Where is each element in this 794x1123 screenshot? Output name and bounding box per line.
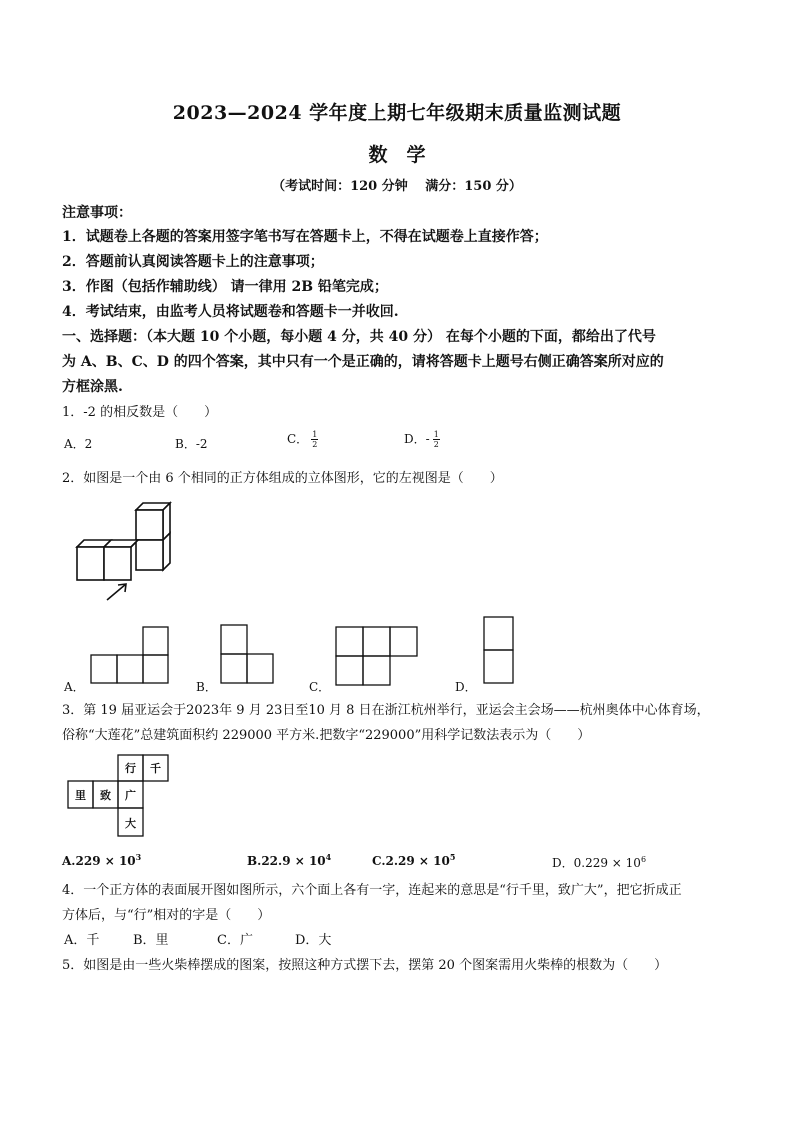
- subject-title: 数 学: [368, 144, 426, 166]
- q3-option-d-text: D．0.229 × 10: [552, 856, 641, 870]
- exponent: 6: [640, 855, 647, 864]
- fraction-numerator: 1: [312, 430, 318, 439]
- question-2-stem: 2．如图是一个由 6 个相同的正方体组成的立体图形，它的左视图是（ ）: [62, 471, 503, 486]
- question-4-line: 方体后，与“行”相对的字是（ ）: [62, 908, 271, 923]
- exponent: 5: [449, 852, 456, 862]
- q2-option-a-figure: [90, 625, 170, 685]
- net-char: 大: [125, 817, 136, 830]
- q1-option-d-label: D．-: [404, 432, 430, 446]
- fraction-denominator: 2: [433, 440, 439, 449]
- question-5-stem: 5．如图是由一些火柴棒摆成的图案，按照这种方式摆下去，摆第 20 个图案需用火柴棒的根数为（ ）: [62, 958, 668, 973]
- fraction-denominator: 2: [312, 440, 318, 449]
- section-instructions: 一、选择题：（本大题 10 个小题，每小题 4 分，共 40 分） 在每个小题的下面，都给出了代号: [62, 329, 656, 345]
- cube-solid-figure: [70, 500, 180, 605]
- q1-option-c: [287, 430, 318, 449]
- question-3-line: 3．第 19 届亚运会于2023年 9 月 23日至10 月 8 日在浙江杭州举行，亚运会主会场——杭州奥体中心体育场，: [62, 703, 710, 718]
- q2-option-b-figure: [220, 623, 280, 685]
- net-char: 千: [150, 762, 161, 775]
- q2-option-c-label: C．: [309, 680, 331, 694]
- question-1-stem: 1．-2 的相反数是（ ）: [62, 405, 218, 420]
- net-char: 致: [100, 789, 111, 802]
- exam-info: （考试时间：120 分钟 满分：150 分）: [272, 179, 522, 194]
- q4-option-d: D．大: [295, 933, 332, 948]
- q2-option-d-figure: [483, 615, 518, 687]
- section-instructions: 为 A、B、C、D 的四个答案，其中只有一个是正确的，请将答题卡上题号右侧正确答案所对应的: [62, 354, 664, 370]
- notice-heading: 注意事项：: [62, 205, 132, 221]
- q4-option-a: A．千: [64, 933, 100, 948]
- q3-option-d: [552, 854, 646, 871]
- question-3-line: 俗称“大莲花”总建筑面积约 229000 平方米.把数字“229000”用科学记数法表示为（ ）: [62, 728, 591, 743]
- q3-option-b: [247, 852, 331, 868]
- notice-item: 2．答题前认真阅读答题卡上的注意事项；: [62, 254, 324, 270]
- fraction: [311, 430, 318, 449]
- q1-option-d: [404, 430, 440, 449]
- exponent: 4: [325, 852, 332, 862]
- q4-option-c: C．广: [217, 933, 253, 948]
- q2-option-c-figure: [335, 625, 420, 687]
- notice-item: 4．考试结束，由监考人员将试题卷和答题卡一并收回.: [62, 304, 399, 320]
- q2-option-d-label: D．: [455, 680, 477, 694]
- q1-option-a: A．2: [64, 437, 93, 451]
- net-char: 行: [125, 762, 136, 775]
- exponent: 3: [135, 852, 142, 862]
- question-4-line: 4．一个正方体的表面展开图如图所示，六个面上各有一字，连起来的意思是“行千里，致广大”，把它折成正: [62, 883, 682, 898]
- q1-option-c-label: C．: [287, 432, 309, 446]
- q3-option-c-text: C.2.29 × 10: [372, 854, 450, 868]
- q2-option-a-label: A．: [64, 680, 85, 694]
- net-char: 广: [125, 789, 136, 802]
- section-instructions: 方框涂黑.: [62, 379, 123, 395]
- q3-option-a-text: A.229 × 10: [62, 854, 136, 868]
- q3-option-b-text: B.22.9 × 10: [247, 854, 326, 868]
- exam-title: 2023—2024 学年度上期七年级期末质量监测试题: [172, 102, 622, 124]
- cube-net-figure: [67, 754, 177, 838]
- q4-option-b: B．里: [133, 933, 169, 948]
- q3-option-a: [62, 852, 141, 868]
- q3-option-c: [372, 852, 455, 868]
- notice-item: 1．试题卷上各题的答案用签字笔书写在答题卡上，不得在试题卷上直接作答；: [62, 229, 548, 245]
- q2-option-b-label: B．: [196, 680, 217, 694]
- notice-item: 3．作图（包括作辅助线） 请一律用 2B 铅笔完成；: [62, 279, 388, 295]
- q1-option-b: B．-2: [175, 437, 208, 451]
- fraction-numerator: 1: [433, 430, 439, 439]
- fraction: [433, 430, 440, 449]
- net-char: 里: [75, 789, 86, 802]
